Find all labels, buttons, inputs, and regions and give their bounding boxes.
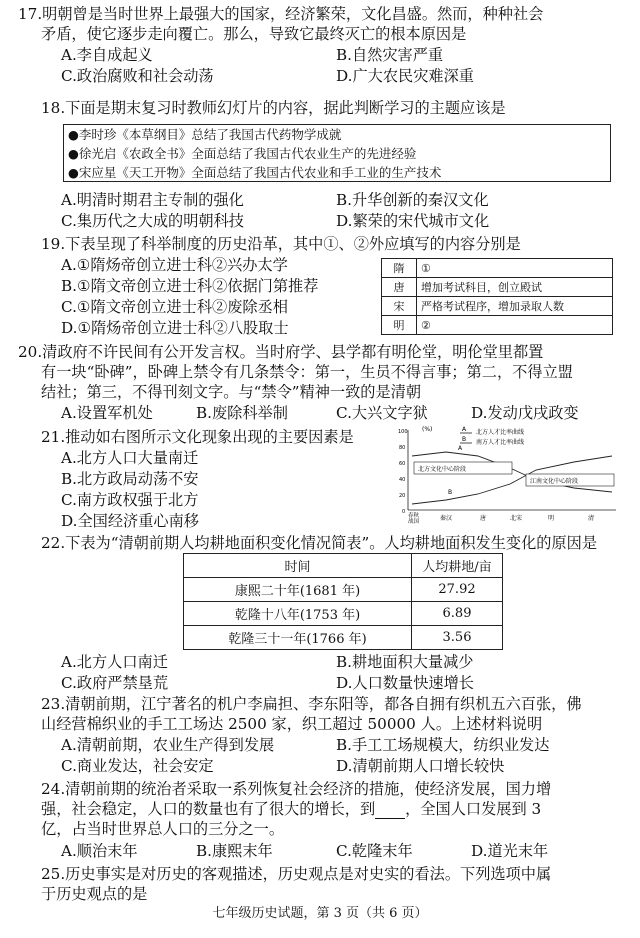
- q25-stem-line2: 于历史观点的是: [41, 885, 148, 903]
- q22-stem-line1: 22.下表为“清朝前期人均耕地面积变化情况简表”。人均耕地面积发生变化的原因是: [41, 534, 598, 552]
- q22-farmland-table: [183, 553, 503, 650]
- q18-option-c: C.集历代之大成的明朝科技: [61, 212, 244, 230]
- q18-slide-line1: ●李时珍《本草纲目》总结了我国古代药物学成就: [68, 127, 342, 142]
- q20-option-b: B.废除科举制: [196, 404, 288, 422]
- chart-xtick: 清: [588, 515, 595, 522]
- q19-option-d: D.①隋炀帝创立进士科②八股取士: [61, 319, 289, 337]
- chart-xtick: 唐: [480, 515, 487, 522]
- table-row: [184, 626, 503, 650]
- page-footer: 七年级历史试题，第 3 页（共 6 页）: [212, 906, 428, 921]
- table-row: [184, 578, 503, 602]
- q22-header-value: 人均耕地/亩: [412, 554, 503, 578]
- q24-stem-line2a: 强，社会稳定，人口的数量也有了很大的增长，到: [41, 800, 376, 818]
- chart-xtick-line: 战国: [408, 519, 420, 525]
- q23-stem-line1: 23.清朝前期，江宁著名的机户李扁担、李东阳等，都各自拥有织机五六百张，佛: [41, 695, 582, 713]
- q17-option-b: B.自然灾害严重: [336, 46, 444, 64]
- q20-stem-line1: 20.清政府不许民间有公开发言权。当时府学、县学都有明伦堂，明伦堂里都置: [18, 343, 544, 361]
- q23-option-a: A.清朝前期，农业生产得到发展: [61, 736, 275, 754]
- q19-dynasty-cell: 宋: [382, 297, 417, 316]
- q22-option-d: D.人口数量快速增长: [336, 674, 474, 692]
- north-stage-label: 北方文化中心阶段: [418, 466, 467, 473]
- q18-option-a: A.明清时期君主专制的强化: [61, 191, 244, 209]
- q24-option-b: B.康熙末年: [196, 842, 273, 860]
- chart-ylabel: (%): [422, 426, 433, 433]
- q20-option-d: D.发动戊戌政变: [471, 404, 579, 422]
- q19-stem-line1: 19.下表呈现了科举制度的历史沿革，其中①、②外应填写的内容分别是: [41, 235, 521, 253]
- q22-header-time: 时间: [184, 554, 412, 578]
- q17-option-d: D.广大农民灾难深重: [336, 67, 474, 85]
- q22-value-cell: 27.92: [412, 578, 503, 602]
- q24-stem-line2: [41, 799, 541, 819]
- chart-xtick: [408, 511, 420, 525]
- q17-option-c: C.政治腐败和社会动荡: [61, 67, 214, 85]
- q18-slide-line2: ●徐光启《农政全书》全面总结了我国古代农业生产的先进经验: [68, 146, 417, 161]
- q17-stem-line1: 17.明朝曾是当时世界上最强大的国家，经济繁荣，文化昌盛。然而，种种社会: [18, 5, 544, 23]
- curve-label-a: A: [458, 445, 463, 452]
- q18-stem-line1: 18.下面是期末复习时教师幻灯片的内容，据此判断学习的主题应该是: [41, 99, 506, 117]
- q19-option-b: B.①隋文帝创立进士科②依据门第推荐: [61, 277, 319, 295]
- q23-option-d: D.清朝前期人口增长较快: [336, 757, 505, 775]
- q21-culture-chart: [398, 422, 618, 526]
- q21-stem-line1: 21.推动如右图所示文化现象出现的主要因素是: [41, 428, 354, 446]
- q22-option-a: A.北方人口南迁: [61, 653, 168, 671]
- q24-stem-line2b: ，全国人口发展到 3: [405, 800, 542, 818]
- q24-stem-line1: 24.清朝前期的统治者采取一系列恢复社会经济的措施，使经济发展，国力增: [41, 780, 552, 798]
- q22-option-b: B.耕地面积大量减少: [336, 653, 474, 671]
- q23-stem-line2: 山经营棉织业的手工工场达 2500 家，织工超过 50000 人。上述材料说明: [41, 715, 543, 733]
- chart-xtick: 秦汉: [440, 515, 453, 522]
- q20-stem-line3: 结社；第三，不得刊刻文字。与“禁令”精神一致的是清朝: [41, 383, 422, 401]
- chart-ytick: 60: [399, 461, 406, 467]
- table-row: [382, 278, 613, 297]
- q19-dynasty-cell: 唐: [382, 278, 417, 297]
- q17-stem-line2: 矛盾，使它逐步走向覆亡。那么，导致它最终灭亡的根本原因是: [41, 25, 467, 43]
- q22-time-cell: 乾隆十八年(1753 年): [184, 602, 412, 626]
- q22-value-cell: 3.56: [412, 626, 503, 650]
- q18-slide-box: [63, 124, 611, 182]
- q18-option-b: B.升华创新的秦汉文化: [336, 191, 489, 209]
- q19-option-c: C.①隋文帝创立进士科②废除丞相: [61, 298, 288, 316]
- chart-ytick: 100: [398, 429, 408, 435]
- q19-option-a: A.①隋炀帝创立进士科②兴办太学: [61, 256, 288, 274]
- table-row: [382, 297, 613, 316]
- q24-option-c: C.乾隆末年: [336, 842, 413, 860]
- q23-option-b: B.手工工场规模大，纺织业发达: [336, 736, 550, 754]
- legend-north: 北方人才比率曲线: [476, 429, 525, 436]
- q19-keju-table: [381, 258, 613, 335]
- q18-option-d: D.繁荣的宋代城市文化: [336, 212, 490, 230]
- table-row: [382, 316, 613, 335]
- table-row: [382, 259, 613, 278]
- q17-option-a: A.李自成起义: [61, 46, 153, 64]
- chart-legend: [460, 426, 524, 446]
- q20-option-a: A.设置军机处: [61, 404, 153, 422]
- chart-x-ticks: [408, 511, 594, 525]
- chart-ytick: 20: [399, 493, 406, 499]
- q19-event-cell: ②: [417, 316, 613, 335]
- q22-value-cell: 6.89: [412, 602, 503, 626]
- q21-option-a: A.北方人口大量南迁: [61, 449, 199, 467]
- q19-event-cell: 增加考试科目，创立殿试: [417, 278, 613, 297]
- legend-key-b: B: [462, 436, 467, 443]
- chart-xtick: 明: [548, 515, 555, 522]
- q24-option-d: D.道光末年: [471, 842, 549, 860]
- chart-ytick: 80: [399, 445, 406, 451]
- q22-option-c: C.政府严禁垦荒: [61, 674, 169, 692]
- q19-dynasty-cell: 明: [382, 316, 417, 335]
- q22-time-cell: 乾隆三十一年(1766 年): [184, 626, 412, 650]
- q21-option-b: B.北方政局动荡不安: [61, 470, 199, 488]
- q22-time-cell: 康熙二十年(1681 年): [184, 578, 412, 602]
- chart-xtick: 北宋: [510, 515, 523, 522]
- q23-option-c: C.商业发达，社会安定: [61, 757, 214, 775]
- table-row: [184, 554, 503, 578]
- table-row: [184, 602, 503, 626]
- curve-label-b: B: [448, 489, 453, 496]
- q19-dynasty-cell: 隋: [382, 259, 417, 278]
- chart-ytick: 40: [399, 477, 406, 483]
- q24-answer-blank: [375, 803, 405, 819]
- chart-y-ticks: [398, 429, 408, 515]
- q20-option-c: C.大兴文字狱: [336, 404, 428, 422]
- q21-option-d: D.全国经济重心南移: [61, 512, 199, 530]
- q20-stem-line2: 有一块“卧碑”，卧碑上禁令有几条禁令：第一，生员不得言事；第二，不得立盟: [41, 363, 573, 381]
- q18-slide-line3: ●宋应星《天工开物》全面总结了我国古代农业和手工业的生产技术: [68, 165, 442, 180]
- q25-stem-line1: 25.历史事实是对历史的客观描述，历史观点是对史实的看法。下列选项中属: [41, 865, 552, 883]
- chart-xtick-line: 春秋: [408, 513, 420, 519]
- q19-event-cell: ①: [417, 259, 613, 278]
- q19-event-cell: 严格考试程序，增加录取人数: [417, 297, 613, 316]
- legend-south: 南方人才比率曲线: [476, 439, 525, 446]
- legend-key-a: A: [462, 426, 467, 433]
- south-stage-label: 江南文化中心阶段: [530, 478, 579, 485]
- q24-option-a: A.顺治末年: [61, 842, 138, 860]
- q24-stem-line3: 亿，占当时世界总人口的三分之一。: [41, 820, 284, 838]
- q21-option-c: C.南方政权强于北方: [61, 491, 199, 509]
- chart-ytick: 0: [402, 509, 406, 515]
